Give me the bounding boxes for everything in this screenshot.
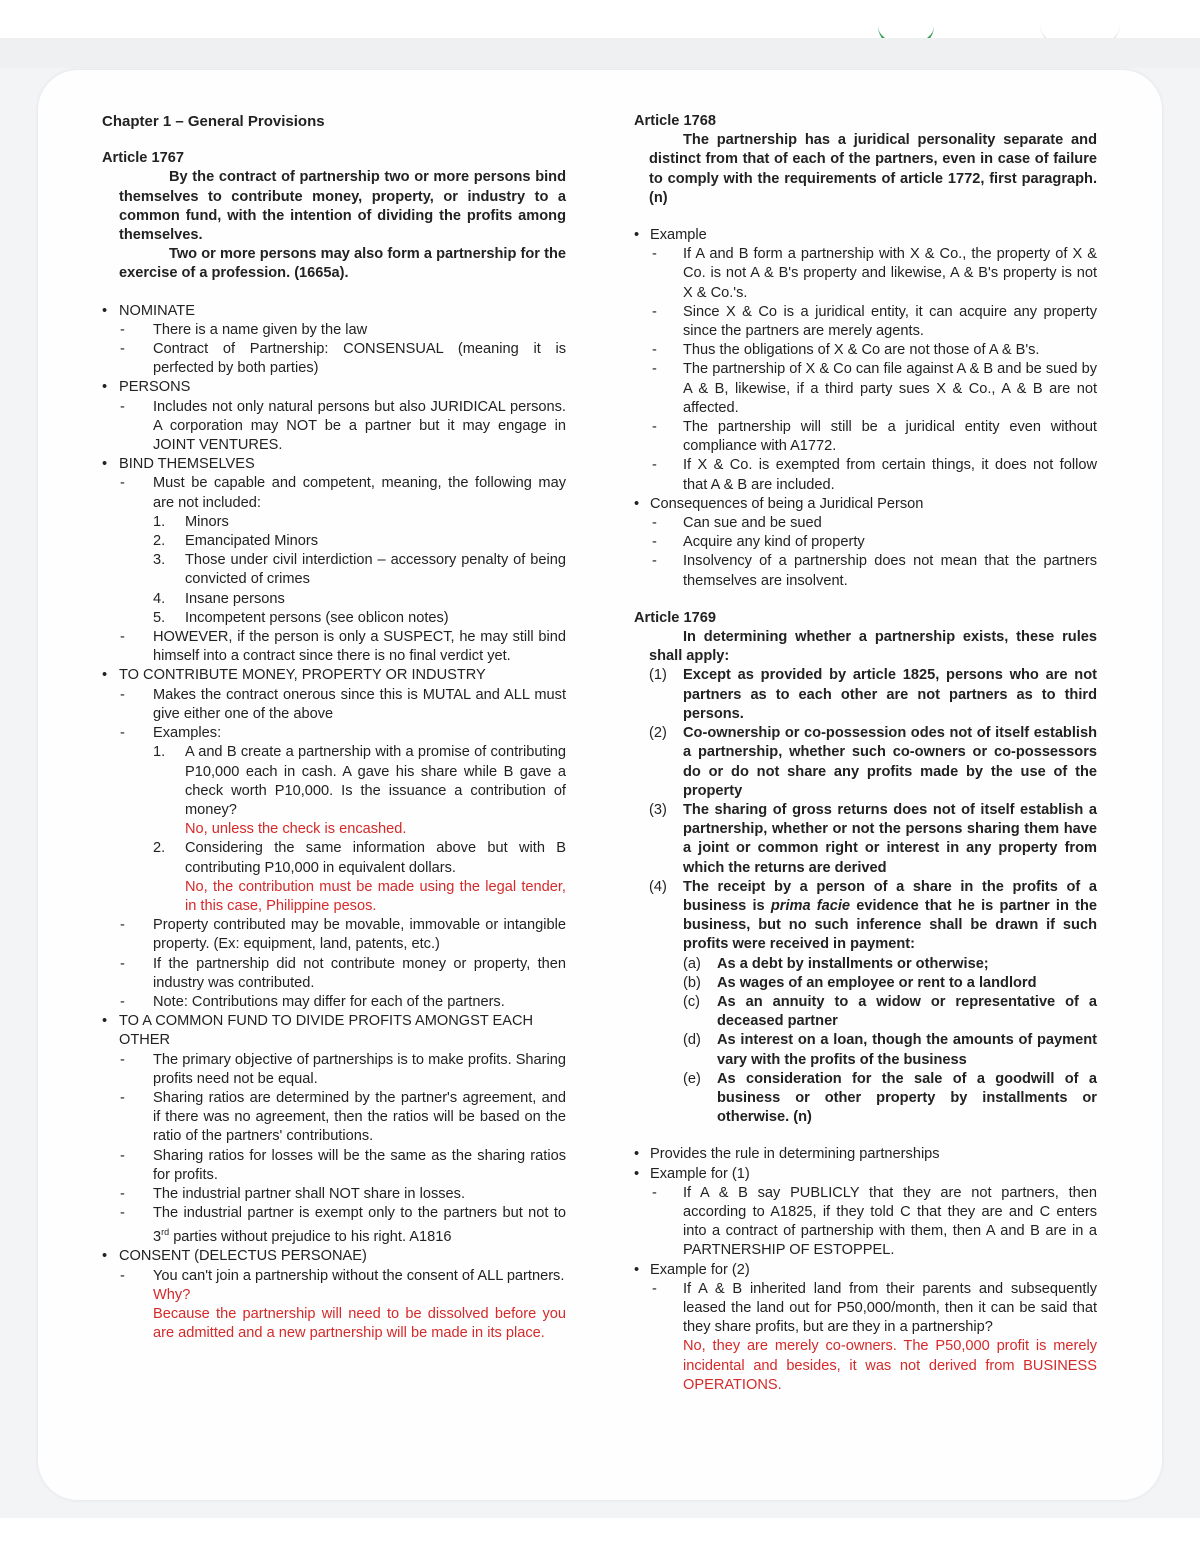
article-1769-intro: In determining whether a partnership exists, these rules shall apply: — [649, 629, 1097, 665]
contribute-item: - Makes the contract onerous since this is MUTAL and ALL must give either one of the above — [102, 686, 566, 724]
contribute-item: - If the partnership did not contribute money or property, then industry was contributed. — [102, 955, 566, 993]
example-2-answer: No, the contribution must be made using the legal tender, in this case, Philippine pesos. — [185, 878, 566, 914]
viewer-toolbar-shadow — [0, 38, 1200, 68]
consequence-item: - Insolvency of a partnership does not mean that the partners themselves are insolvent. — [634, 552, 1097, 590]
bullet-contribute: • TO CONTRIBUTE MONEY, PROPERTY OR INDUSTRY — [102, 666, 566, 685]
example-2: 2. Considering the same information above but with B contributing P10,000 in equivalent dollars. — [153, 840, 566, 876]
common-fund-item: - The primary objective of partnerships is to make profits. Sharing profits need not be equal. — [102, 1051, 566, 1089]
bind-item: - Must be capable and competent, meaning, the following may are not included: — [102, 474, 566, 512]
article-1767-title: Article 1767 — [102, 150, 184, 167]
common-fund-item: - Sharing ratios are determined by the partner's agreement, and if there was no agreement, then the ratios will be based on the ratio of the partners' contributions. — [102, 1089, 566, 1147]
article-1768-text: The partnership has a juridical personality separate and distinct from that of each of the partners, even in case of failure to comply with the requirements of article 1772, first paragraph. (n) — [649, 132, 1097, 206]
bullet-example-2: • Example for (2) — [634, 1261, 1097, 1280]
chapter-title: Chapter 1 – General Provisions — [102, 113, 325, 130]
rule-1: (1) Except as provided by article 1825, persons who are not partners as to each other are not partners as to third persons. — [649, 667, 1097, 722]
bind-list-item: 1. Minors — [153, 513, 229, 530]
persons-item: - Includes not only natural persons but also JURIDICAL persons. A corporation may NOT be a partner but it may engage in JOINT VENTURES. — [102, 398, 566, 456]
rule-4-subitem: (a) As a debt by installments or otherwise; — [683, 955, 989, 972]
article-1768-title: Article 1768 — [634, 113, 716, 129]
bind-list-item: 3. Those under civil interdiction – accessory penalty of being convicted of crimes — [153, 552, 566, 588]
example-2-answer: No, they are merely co-owners. The P50,000 profit is merely incidental and besides, it was not derived from BUSINESS OPERATIONS. — [683, 1338, 1097, 1393]
bullet-example-1: • Example for (1) — [634, 1165, 1097, 1184]
bind-list-item: 5. Incompetent persons (see oblicon notes) — [153, 609, 449, 626]
consent-answer: Because the partnership will need to be dissolved before you are admitted and a new partnership will be made in its place. — [153, 1306, 566, 1342]
bind-list-item: 2. Emancipated Minors — [153, 533, 319, 550]
rule-4-subitem: (c) As an annuity to a widow or representative of a deceased partner — [683, 993, 1097, 1030]
contribute-item: - Examples: — [102, 724, 566, 743]
example-item: - If A and B form a partnership with X & Co., the property of X & Co. is not A & B's property and likewise, A & B's property is not X & Co.'s. — [634, 245, 1097, 303]
viewer-bottom-area — [0, 1518, 1200, 1553]
consent-why: Why? — [153, 1286, 191, 1303]
bind-list-item: 4. Insane persons — [153, 590, 285, 607]
consent-item: - You can't join a partnership without the consent of ALL partners. — [102, 1267, 566, 1286]
bullet-provides: • Provides the rule in determining partnerships — [634, 1145, 1097, 1164]
bullet-example: • Example — [634, 226, 1097, 245]
rule-4-subitem: (b) As wages of an employee or rent to a landlord — [683, 974, 1037, 991]
example-item: - The partnership of X & Co can file against A & B and be sued by A & B, likewise, if a third party sues X & Co., A & B are not affected. — [634, 360, 1097, 418]
right-column — [634, 112, 1097, 1395]
left-column — [102, 112, 566, 1343]
bullet-persons: • PERSONS — [102, 378, 566, 397]
nominate-item: - Contract of Partnership: CONSENSUAL (meaning it is perfected by both parties) — [102, 340, 566, 378]
consequence-item: - Acquire any kind of property — [634, 533, 1097, 552]
common-fund-item: - Sharing ratios for losses will be the same as the sharing ratios for profits. — [102, 1147, 566, 1185]
common-fund-item: - The industrial partner shall NOT share in losses. — [102, 1185, 566, 1204]
rule-4: (4) The receipt by a person of a share in the profits of a business is prima facie evidence that he is partner in the business, but no such inference shall be drawn if such profits were received in payment: — [649, 878, 1097, 953]
article-1769-title: Article 1769 — [634, 609, 716, 626]
bullet-consent: • CONSENT (DELECTUS PERSONAE) — [102, 1247, 566, 1266]
example-1: 1. A and B create a partnership with a promise of contributing P10,000 each in cash. A gave his share while B gave a check worth P10,000. Is the issuance a contribution of money? — [153, 744, 566, 818]
rule-4-subitem: (e) As consideration for the sale of a goodwill of a business or other property by installments or otherwise. (n) — [683, 1070, 1097, 1126]
contribute-item: - Property contributed may be movable, immovable or intangible property. (Ex: equipment, land, patents, etc.) — [102, 916, 566, 954]
viewer-top-bar — [0, 0, 1200, 38]
rule-3: (3) The sharing of gross returns does not of itself establish a partnership, whether or not the persons sharing them have a joint or common right or interest in any property from which the returns are derived — [649, 801, 1097, 876]
example-item: - The partnership will still be a juridical entity even without compliance with A1772. — [634, 418, 1097, 456]
bullet-bind-themselves: • BIND THEMSELVES — [102, 455, 566, 474]
example-1-text: - If A & B say PUBLICLY that they are not partners, then according to A1825, if they told C that they are and C enters into a contract of partnership with them, then A and B are in a PARTNERSHIP OF ESTOPPEL. — [634, 1184, 1097, 1261]
bullet-common-fund: • TO A COMMON FUND TO DIVIDE PROFITS AMONGST EACH OTHER — [102, 1012, 566, 1050]
bullet-nominate: • NOMINATE — [102, 302, 566, 321]
article-1767-paragraph-2: Two or more persons may also form a partnership for the exercise of a profession. (1665a). — [119, 246, 566, 282]
example-1-answer: No, unless the check is encashed. — [185, 821, 407, 838]
example-item: - Since X & Co is a juridical entity, it can acquire any property since the partners are merely agents. — [634, 303, 1097, 341]
example-item: - Thus the obligations of X & Co are not those of A & B's. — [634, 341, 1097, 360]
contribute-item: - Note: Contributions may differ for each of the partners. — [102, 993, 566, 1012]
rule-4-subitem: (d) As interest on a loan, though the amounts of payment vary with the profits of the business — [683, 1032, 1097, 1068]
bind-item: - HOWEVER, if the person is only a SUSPECT, he may still bind himself into a contract since there is no final verdict yet. — [102, 628, 566, 666]
common-fund-item: - The industrial partner is exempt only to the partners but not to 3rd parties without prejudice to his right. A1816 — [102, 1204, 566, 1247]
nominate-item: - There is a name given by the law — [102, 321, 566, 340]
bullet-consequences: • Consequences of being a Juridical Person — [634, 495, 1097, 514]
example-item: - If X & Co. is exempted from certain things, it does not follow that A & B are included. — [634, 456, 1097, 494]
example-2-text: - If A & B inherited land from their parents and subsequently leased the land out for P50,000/month, then it can be said that they share profits, but are they in a partnership? — [634, 1280, 1097, 1338]
consequence-item: - Can sue and be sued — [634, 514, 1097, 533]
article-1767-paragraph-1: By the contract of partnership two or more persons bind themselves to contribute money, property, or industry to a common fund, with the intention of dividing the profits among themselves. — [119, 169, 566, 244]
rule-2: (2) Co-ownership or co-possession odes not of itself establish a partnership, whether such co-owners or co-possessors do or do not share any profits made by the use of the property — [649, 725, 1097, 799]
